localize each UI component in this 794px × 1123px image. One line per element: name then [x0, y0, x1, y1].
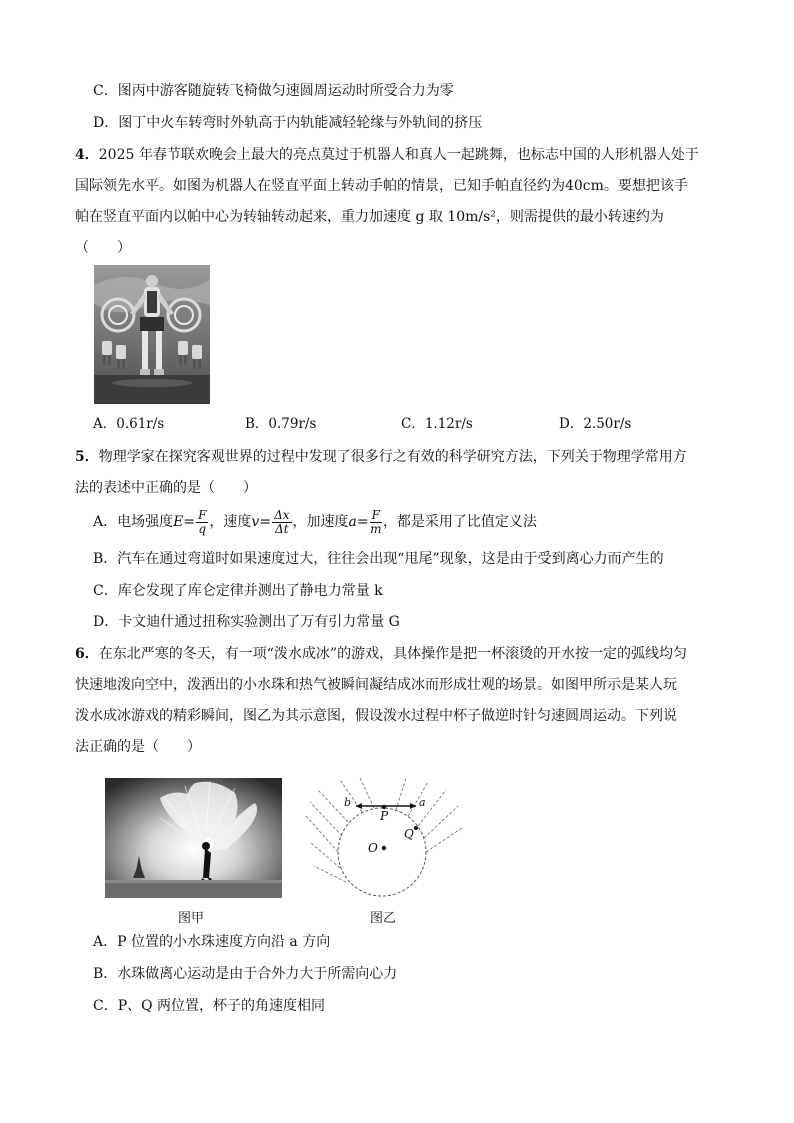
q4-line1 [75, 145, 699, 165]
q5-a-eq2: = [259, 514, 272, 530]
q5-a-eq1: = [183, 514, 196, 530]
q5-number: 5． [75, 449, 99, 465]
q5-line2: 法的表述中正确的是（ ） [75, 480, 257, 496]
q5-a-frac-v-den: Δt [275, 521, 289, 536]
q5-a-mid2: ，加速度 [292, 514, 349, 530]
caption-figure-a: 图甲 [178, 911, 205, 926]
q5-a-frac-a-den: m [370, 521, 382, 536]
q5-a-mid1: ，速度 [209, 514, 252, 530]
q6-line4: 法正确的是（ ） [75, 739, 201, 755]
q5-a-frac-a-num: F [371, 507, 380, 522]
point-q [414, 826, 418, 830]
q6-text1: 在东北严寒的冬天，有一项“泼水成冰”的游戏，具体操作是把一杯滚烫的开水按一定的弧线均匀 [98, 646, 688, 662]
q5-a-prefix: A．电场强度 [93, 514, 174, 530]
point-o [382, 846, 386, 850]
q6-option-a: A．P 位置的小水珠速度方向沿 a 方向 [93, 934, 331, 950]
q4-option-b: B．0.79r/s [245, 416, 317, 432]
circular-motion-diagram [304, 776, 464, 906]
splash-ice-photo [105, 778, 282, 898]
q6-option-c: C．P、Q 两位置，杯子的角速度相同 [93, 998, 326, 1014]
q6-option-b: B．水珠做离心运动是由于合外力大于所需向心力 [93, 966, 398, 982]
q6-line1 [75, 644, 687, 664]
q4-option-d: D．2.50r/s [559, 416, 632, 432]
label-o: O [368, 841, 378, 855]
q5-a-tail: ，都是采用了比值定义法 [382, 514, 537, 530]
q6-line3: 泼水成冰游戏的精彩瞬间，图乙为其示意图，假设泼水过程中杯子做逆时针匀速圆周运动。下列说 [75, 708, 677, 724]
q4-line3: 帕在竖直平面内以帕中心为转轴转动起来，重力加速度 g 取 10m/s²，则需提供的最小转速约为 [75, 209, 664, 225]
q5-a-v: v [251, 514, 260, 530]
option-c-prev: C．图丙中游客随旋转飞椅做匀速圆周运动时所受合力为零 [93, 83, 454, 99]
q6-line2: 快速地泼向空中，泼洒出的小水珠和热气被瞬间凝结成冰而形成壮观的场景。如图甲所示是某人玩 [75, 677, 677, 693]
q5-option-c: C．库仑发现了库仑定律并测出了静电力常量 k [93, 583, 383, 599]
arrow-a-icon [410, 803, 416, 809]
option-d-prev: D．图丁中火车转弯时外轨高于内轨能减轻轮缘与外轨间的挤压 [93, 115, 483, 131]
q4-text1: 2025 年春节联欢晚会上最大的亮点莫过于机器人和真人一起跳舞，也标志中国的人形机器人处于 [98, 147, 699, 163]
q4-option-c: C．1.12r/s [401, 416, 473, 432]
label-p: P [380, 809, 389, 823]
q4-answer-bracket: （ ） [75, 240, 131, 256]
q5-a-frac-v-num: Δx [274, 507, 290, 522]
label-b: b [344, 796, 352, 809]
q5-a-eq3: = [356, 514, 369, 530]
q6-number: 6． [75, 646, 99, 662]
q5-a-frac-v [272, 509, 291, 536]
q5-a-frac-e-num: F [198, 507, 207, 522]
label-a: a [419, 796, 426, 809]
q5-a-frac-e [196, 509, 208, 536]
arrow-b-icon [356, 803, 362, 809]
q5-a-a: a [348, 514, 357, 530]
q5-a-frac-e-den: q [198, 521, 207, 536]
q5-line1 [75, 447, 687, 467]
q5-a-frac-a [370, 509, 382, 536]
q5-option-a [93, 507, 537, 537]
q5-a-e: E [173, 514, 184, 530]
q5-option-d: D．卡文迪什通过扭称实验测出了万有引力常量 G [93, 614, 400, 630]
q4-line2: 国际领先水平。如图为机器人在竖直平面上转动手帕的情景，已知手帕直径约为40cm。要想把该手 [75, 178, 688, 194]
q5-option-b: B．汽车在通过弯道时如果速度过大，往往会出现“甩尾”现象，这是由于受到离心力而产生的 [93, 551, 664, 567]
robot-dance-photo [94, 265, 210, 404]
label-q: Q [404, 827, 414, 841]
q4-number: 4． [75, 147, 99, 163]
q4-option-a: A．0.61r/s [93, 416, 165, 432]
q5-text1: 物理学家在探究客观世界的过程中发现了很多行之有效的科学研究方法，下列关于物理学常用方 [98, 449, 687, 465]
caption-figure-b: 图乙 [370, 911, 397, 926]
